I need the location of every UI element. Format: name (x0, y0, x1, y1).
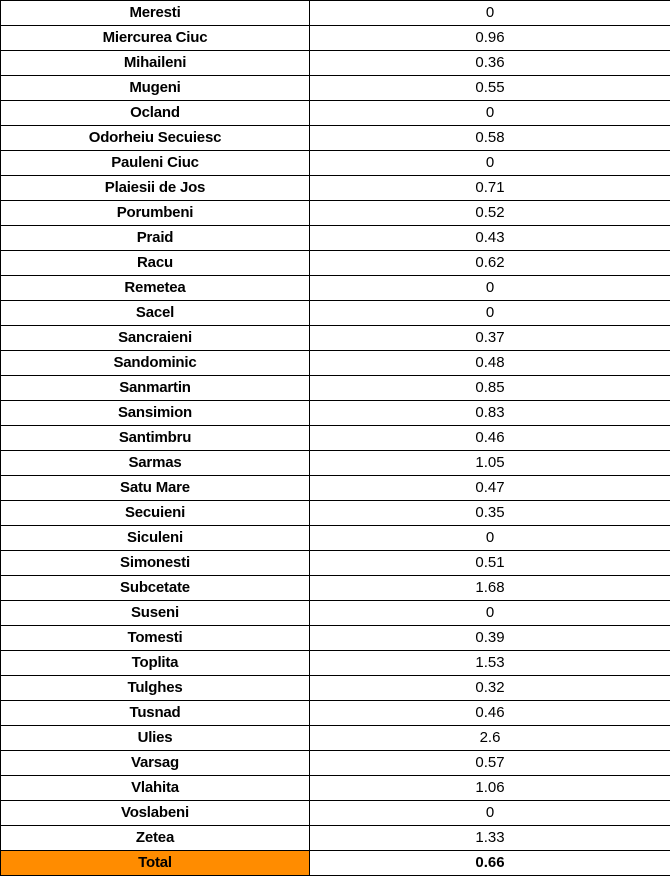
table-row (1, 551, 670, 576)
table-row (1, 326, 670, 351)
value-cell: 0.46 (310, 701, 670, 726)
table-row (1, 151, 670, 176)
table-row (1, 251, 670, 276)
value-cell: 0 (310, 151, 670, 176)
value-cell: 0.39 (310, 626, 670, 651)
table-row (1, 276, 670, 301)
locality-name-cell: Racu (1, 251, 310, 276)
locality-name-cell: Plaiesii de Jos (1, 176, 310, 201)
table-row (1, 426, 670, 451)
table-row (1, 726, 670, 751)
locality-name-cell: Varsag (1, 751, 310, 776)
table-body (1, 1, 670, 876)
value-cell: 0.71 (310, 176, 670, 201)
value-cell: 1.68 (310, 576, 670, 601)
table-row (1, 526, 670, 551)
value-cell: 0 (310, 526, 670, 551)
value-cell: 0.57 (310, 751, 670, 776)
locality-name-cell: Sancraieni (1, 326, 310, 351)
locality-name-cell: Voslabeni (1, 801, 310, 826)
table-row (1, 1, 670, 26)
table-row (1, 226, 670, 251)
locality-name-cell: Sacel (1, 301, 310, 326)
value-cell: 0.32 (310, 676, 670, 701)
locality-name-cell: Vlahita (1, 776, 310, 801)
locality-name-cell: Pauleni Ciuc (1, 151, 310, 176)
table-row (1, 176, 670, 201)
locality-name-cell: Santimbru (1, 426, 310, 451)
table-row (1, 626, 670, 651)
total-label-cell: Total (1, 851, 310, 876)
value-cell: 0.62 (310, 251, 670, 276)
locality-name-cell: Sanmartin (1, 376, 310, 401)
value-cell: 0.35 (310, 501, 670, 526)
value-cell: 0.36 (310, 51, 670, 76)
table-row (1, 801, 670, 826)
table-row (1, 701, 670, 726)
locality-name-cell: Sarmas (1, 451, 310, 476)
table-row (1, 351, 670, 376)
value-cell: 0 (310, 301, 670, 326)
table-row (1, 401, 670, 426)
locality-name-cell: Simonesti (1, 551, 310, 576)
value-cell: 1.53 (310, 651, 670, 676)
locality-name-cell: Sandominic (1, 351, 310, 376)
table-row (1, 451, 670, 476)
locality-name-cell: Ocland (1, 101, 310, 126)
value-cell: 0 (310, 101, 670, 126)
value-cell: 0.96 (310, 26, 670, 51)
locality-name-cell: Toplita (1, 651, 310, 676)
table-row (1, 651, 670, 676)
table-row (1, 376, 670, 401)
value-cell: 0.52 (310, 201, 670, 226)
locality-name-cell: Tomesti (1, 626, 310, 651)
total-row (1, 851, 670, 876)
locality-name-cell: Suseni (1, 601, 310, 626)
locality-name-cell: Zetea (1, 826, 310, 851)
value-cell: 0.48 (310, 351, 670, 376)
table-row (1, 301, 670, 326)
value-cell: 2.6 (310, 726, 670, 751)
value-cell: 0 (310, 601, 670, 626)
locality-name-cell: Odorheiu Secuiesc (1, 126, 310, 151)
table-row (1, 676, 670, 701)
locality-name-cell: Praid (1, 226, 310, 251)
value-cell: 0 (310, 1, 670, 26)
locality-name-cell: Mihaileni (1, 51, 310, 76)
locality-name-cell: Remetea (1, 276, 310, 301)
table-row (1, 501, 670, 526)
total-value-cell: 0.66 (310, 851, 670, 876)
value-cell: 0.46 (310, 426, 670, 451)
locality-name-cell: Tusnad (1, 701, 310, 726)
value-cell: 0.37 (310, 326, 670, 351)
table-row (1, 26, 670, 51)
value-cell: 1.33 (310, 826, 670, 851)
locality-name-cell: Miercurea Ciuc (1, 26, 310, 51)
table-row (1, 76, 670, 101)
table-row (1, 201, 670, 226)
locality-name-cell: Tulghes (1, 676, 310, 701)
table-row (1, 476, 670, 501)
value-cell: 0.51 (310, 551, 670, 576)
value-cell: 1.05 (310, 451, 670, 476)
value-cell: 0.83 (310, 401, 670, 426)
locality-name-cell: Ulies (1, 726, 310, 751)
table-row (1, 126, 670, 151)
value-cell: 0.47 (310, 476, 670, 501)
locality-name-cell: Secuieni (1, 501, 310, 526)
table-row (1, 51, 670, 76)
value-cell: 0.85 (310, 376, 670, 401)
table-row (1, 101, 670, 126)
value-cell: 1.06 (310, 776, 670, 801)
value-cell: 0.55 (310, 76, 670, 101)
locality-name-cell: Siculeni (1, 526, 310, 551)
value-cell: 0 (310, 801, 670, 826)
table-row (1, 826, 670, 851)
locality-name-cell: Subcetate (1, 576, 310, 601)
value-cell: 0.58 (310, 126, 670, 151)
value-cell: 0.43 (310, 226, 670, 251)
locality-name-cell: Mugeni (1, 76, 310, 101)
value-cell: 0 (310, 276, 670, 301)
table-row (1, 601, 670, 626)
locality-name-cell: Sansimion (1, 401, 310, 426)
table-row (1, 751, 670, 776)
table-row (1, 776, 670, 801)
locality-name-cell: Porumbeni (1, 201, 310, 226)
locality-name-cell: Satu Mare (1, 476, 310, 501)
locality-name-cell: Meresti (1, 1, 310, 26)
table-row (1, 576, 670, 601)
